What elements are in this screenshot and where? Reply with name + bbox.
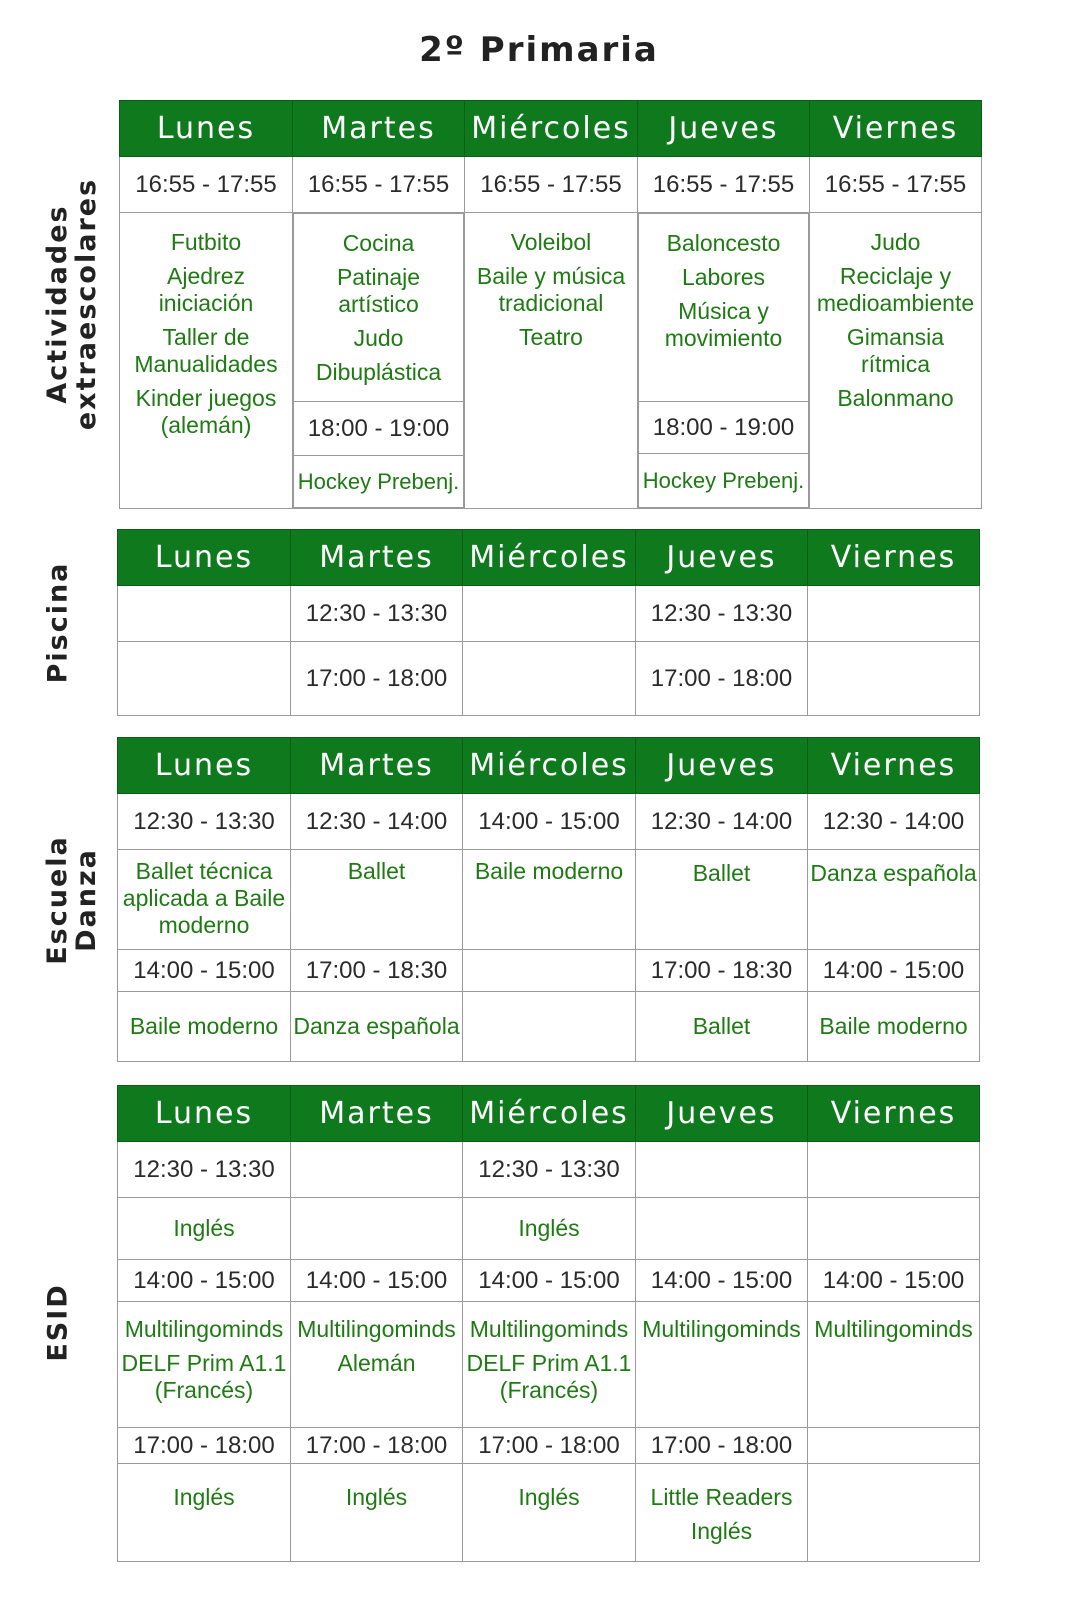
day-header: Martes — [291, 738, 463, 794]
time-cell: 14:00 - 15:00 — [636, 1260, 808, 1302]
activity-cell: Ballet — [291, 850, 463, 950]
time-cell — [118, 642, 291, 716]
time-cell: 14:00 - 15:00 — [291, 1260, 463, 1302]
day-header: Lunes — [118, 738, 291, 794]
section-label-line: Escuela — [42, 834, 73, 965]
activity-cell: Baile moderno — [463, 850, 636, 950]
esid-table — [117, 1085, 980, 1562]
page-title: 2º Primaria — [419, 30, 659, 70]
activity-cell — [118, 1464, 291, 1562]
activity-item: Cocina — [342, 230, 415, 256]
time-cell — [291, 1142, 463, 1198]
time-cell: 17:00 - 18:30 — [636, 950, 808, 992]
time-cell — [463, 642, 636, 716]
activity-cell: Baile moderno — [118, 992, 291, 1062]
time-cell: 12:30 - 14:00 — [291, 794, 463, 850]
time-cell: 17:00 - 18:00 — [291, 1428, 463, 1464]
time-cell: 12:30 - 13:30 — [118, 794, 291, 850]
time-cell: 14:00 - 15:00 — [808, 1260, 980, 1302]
activity-item: Inglés — [173, 1484, 235, 1510]
activity-item: Judo — [870, 229, 921, 255]
time-cell: 17:00 - 18:00 — [636, 642, 808, 716]
activity-cell — [636, 1302, 808, 1428]
day-header: Lunes — [118, 530, 291, 586]
time-cell: 16:55 - 17:55 — [465, 157, 638, 213]
day-header: Viernes — [808, 1086, 980, 1142]
activity-item: Inglés — [345, 1484, 408, 1510]
activity-item: Reciclaje y medioambiente — [816, 263, 975, 316]
day-header: Viernes — [810, 101, 982, 157]
time-cell: 17:00 - 18:00 — [118, 1428, 291, 1464]
activity-cell — [463, 992, 636, 1062]
day-header: Viernes — [808, 738, 980, 794]
time-cell: 12:30 - 14:00 — [808, 794, 980, 850]
time-cell: 18:00 - 19:00 — [294, 402, 464, 456]
day-header: Jueves — [636, 738, 808, 794]
activity-item: Baile y música tradicional — [476, 263, 626, 316]
activity-cell: Baile moderno — [808, 992, 980, 1062]
activity-cell: Ballet — [636, 850, 808, 950]
day-header: Martes — [291, 530, 463, 586]
activity-cell — [118, 1302, 291, 1428]
activity-cell — [638, 213, 810, 509]
activity-cell: Inglés — [463, 1198, 636, 1260]
time-cell: 12:30 - 14:00 — [636, 794, 808, 850]
time-cell: 16:55 - 17:55 — [810, 157, 982, 213]
time-cell: 12:30 - 13:30 — [291, 586, 463, 642]
danza-table — [117, 737, 980, 1062]
activity-item: Multilingominds — [642, 1316, 801, 1342]
activity-cell — [636, 1198, 808, 1260]
time-cell: 18:00 - 19:00 — [639, 402, 809, 454]
activity-cell — [463, 1302, 636, 1428]
activity-item: Baloncesto — [666, 230, 781, 256]
section-label-piscina — [38, 530, 78, 715]
day-header: Lunes — [118, 1086, 291, 1142]
activity-item: Hockey Prebenj. — [294, 456, 464, 508]
activity-item: Little Readers — [650, 1484, 793, 1510]
time-cell: 16:55 - 17:55 — [120, 157, 293, 213]
activity-item: Teatro — [519, 324, 583, 350]
time-cell: 16:55 - 17:55 — [293, 157, 465, 213]
day-header: Miércoles — [463, 530, 636, 586]
time-cell — [636, 1142, 808, 1198]
time-cell: 17:00 - 18:30 — [291, 950, 463, 992]
activity-item: Música y movimiento — [664, 298, 783, 351]
activity-item: Multilingominds — [469, 1316, 629, 1342]
section-label-line: Danza — [71, 847, 102, 952]
day-header: Lunes — [120, 101, 293, 157]
time-cell: 17:00 - 18:00 — [291, 642, 463, 716]
activity-item: Alemán — [337, 1350, 416, 1376]
activity-item: Multilingominds — [814, 1316, 973, 1342]
time-cell — [808, 642, 980, 716]
activity-item: Hockey Prebenj. — [639, 454, 809, 508]
section-label-danza — [38, 737, 106, 1062]
day-header: Jueves — [636, 530, 808, 586]
time-cell: 14:00 - 15:00 — [463, 794, 636, 850]
section-label-line: Piscina — [42, 561, 74, 684]
activity-cell — [465, 213, 638, 509]
activity-cell: Ballet técnica aplicada a Baile moderno — [118, 850, 291, 950]
section-label-line: ESID — [42, 1283, 74, 1362]
activity-item: Patinaje artístico — [336, 264, 421, 317]
day-header: Viernes — [808, 530, 980, 586]
time-cell — [118, 586, 291, 642]
activity-item: Multilingominds — [297, 1316, 456, 1342]
day-header: Miércoles — [463, 1086, 636, 1142]
activity-item: Balonmano — [837, 385, 954, 411]
activity-cell: Ballet — [636, 992, 808, 1062]
day-header: Jueves — [636, 1086, 808, 1142]
activity-item: Taller de Manualidades — [134, 324, 278, 377]
activity-cell — [291, 1198, 463, 1260]
activity-item: Ajedrez iniciación — [158, 263, 254, 316]
activity-cell — [808, 1464, 980, 1562]
day-header: Miércoles — [463, 738, 636, 794]
activity-cell — [293, 213, 465, 509]
activity-cell — [808, 1302, 980, 1428]
section-label-line: extraescolares — [71, 177, 102, 431]
section-label-esid — [38, 1085, 78, 1560]
time-cell — [463, 950, 636, 992]
time-cell — [463, 586, 636, 642]
activity-cell — [291, 1464, 463, 1562]
section-label-extraescolares — [38, 100, 106, 508]
extraescolares-table — [119, 100, 982, 509]
activity-cell — [810, 213, 982, 509]
activity-cell — [463, 1464, 636, 1562]
time-cell — [808, 1142, 980, 1198]
section-label-line: Actividades — [42, 204, 73, 404]
activity-item: Dibuplástica — [315, 359, 442, 385]
activity-item: Voleibol — [510, 229, 592, 255]
time-cell: 12:30 - 13:30 — [463, 1142, 636, 1198]
piscina-table — [117, 529, 980, 716]
time-cell — [808, 1428, 980, 1464]
time-cell: 17:00 - 18:00 — [463, 1428, 636, 1464]
time-cell — [808, 586, 980, 642]
time-cell: 14:00 - 15:00 — [808, 950, 980, 992]
day-header: Miércoles — [465, 101, 638, 157]
time-cell: 14:00 - 15:00 — [463, 1260, 636, 1302]
time-cell: 14:00 - 15:00 — [118, 1260, 291, 1302]
day-header: Martes — [291, 1086, 463, 1142]
activity-cell — [291, 1302, 463, 1428]
activity-item: DELF Prim A1.1 (Francés) — [121, 1350, 287, 1403]
activity-item: Judo — [353, 325, 404, 351]
day-header: Jueves — [638, 101, 810, 157]
activity-item: Inglés — [518, 1484, 580, 1510]
activity-item: Multilingominds — [124, 1316, 284, 1342]
time-cell: 14:00 - 15:00 — [118, 950, 291, 992]
day-header: Martes — [293, 101, 465, 157]
activity-item: Kinder juegos (alemán) — [135, 385, 277, 438]
activity-cell: Inglés — [118, 1198, 291, 1260]
time-cell: 12:30 - 13:30 — [118, 1142, 291, 1198]
activity-item: Gimansia rítmica — [846, 324, 945, 377]
activity-item: Inglés — [690, 1518, 753, 1544]
activity-cell: Danza española — [291, 992, 463, 1062]
activity-cell — [120, 213, 293, 509]
activity-cell — [636, 1464, 808, 1562]
time-cell: 12:30 - 13:30 — [636, 586, 808, 642]
time-cell: 16:55 - 17:55 — [638, 157, 810, 213]
activity-cell: Danza española — [808, 850, 980, 950]
activity-item: DELF Prim A1.1 (Francés) — [466, 1350, 632, 1403]
activity-item: Labores — [681, 264, 766, 290]
activity-cell — [808, 1198, 980, 1260]
activity-item: Futbito — [170, 229, 242, 255]
time-cell: 17:00 - 18:00 — [636, 1428, 808, 1464]
